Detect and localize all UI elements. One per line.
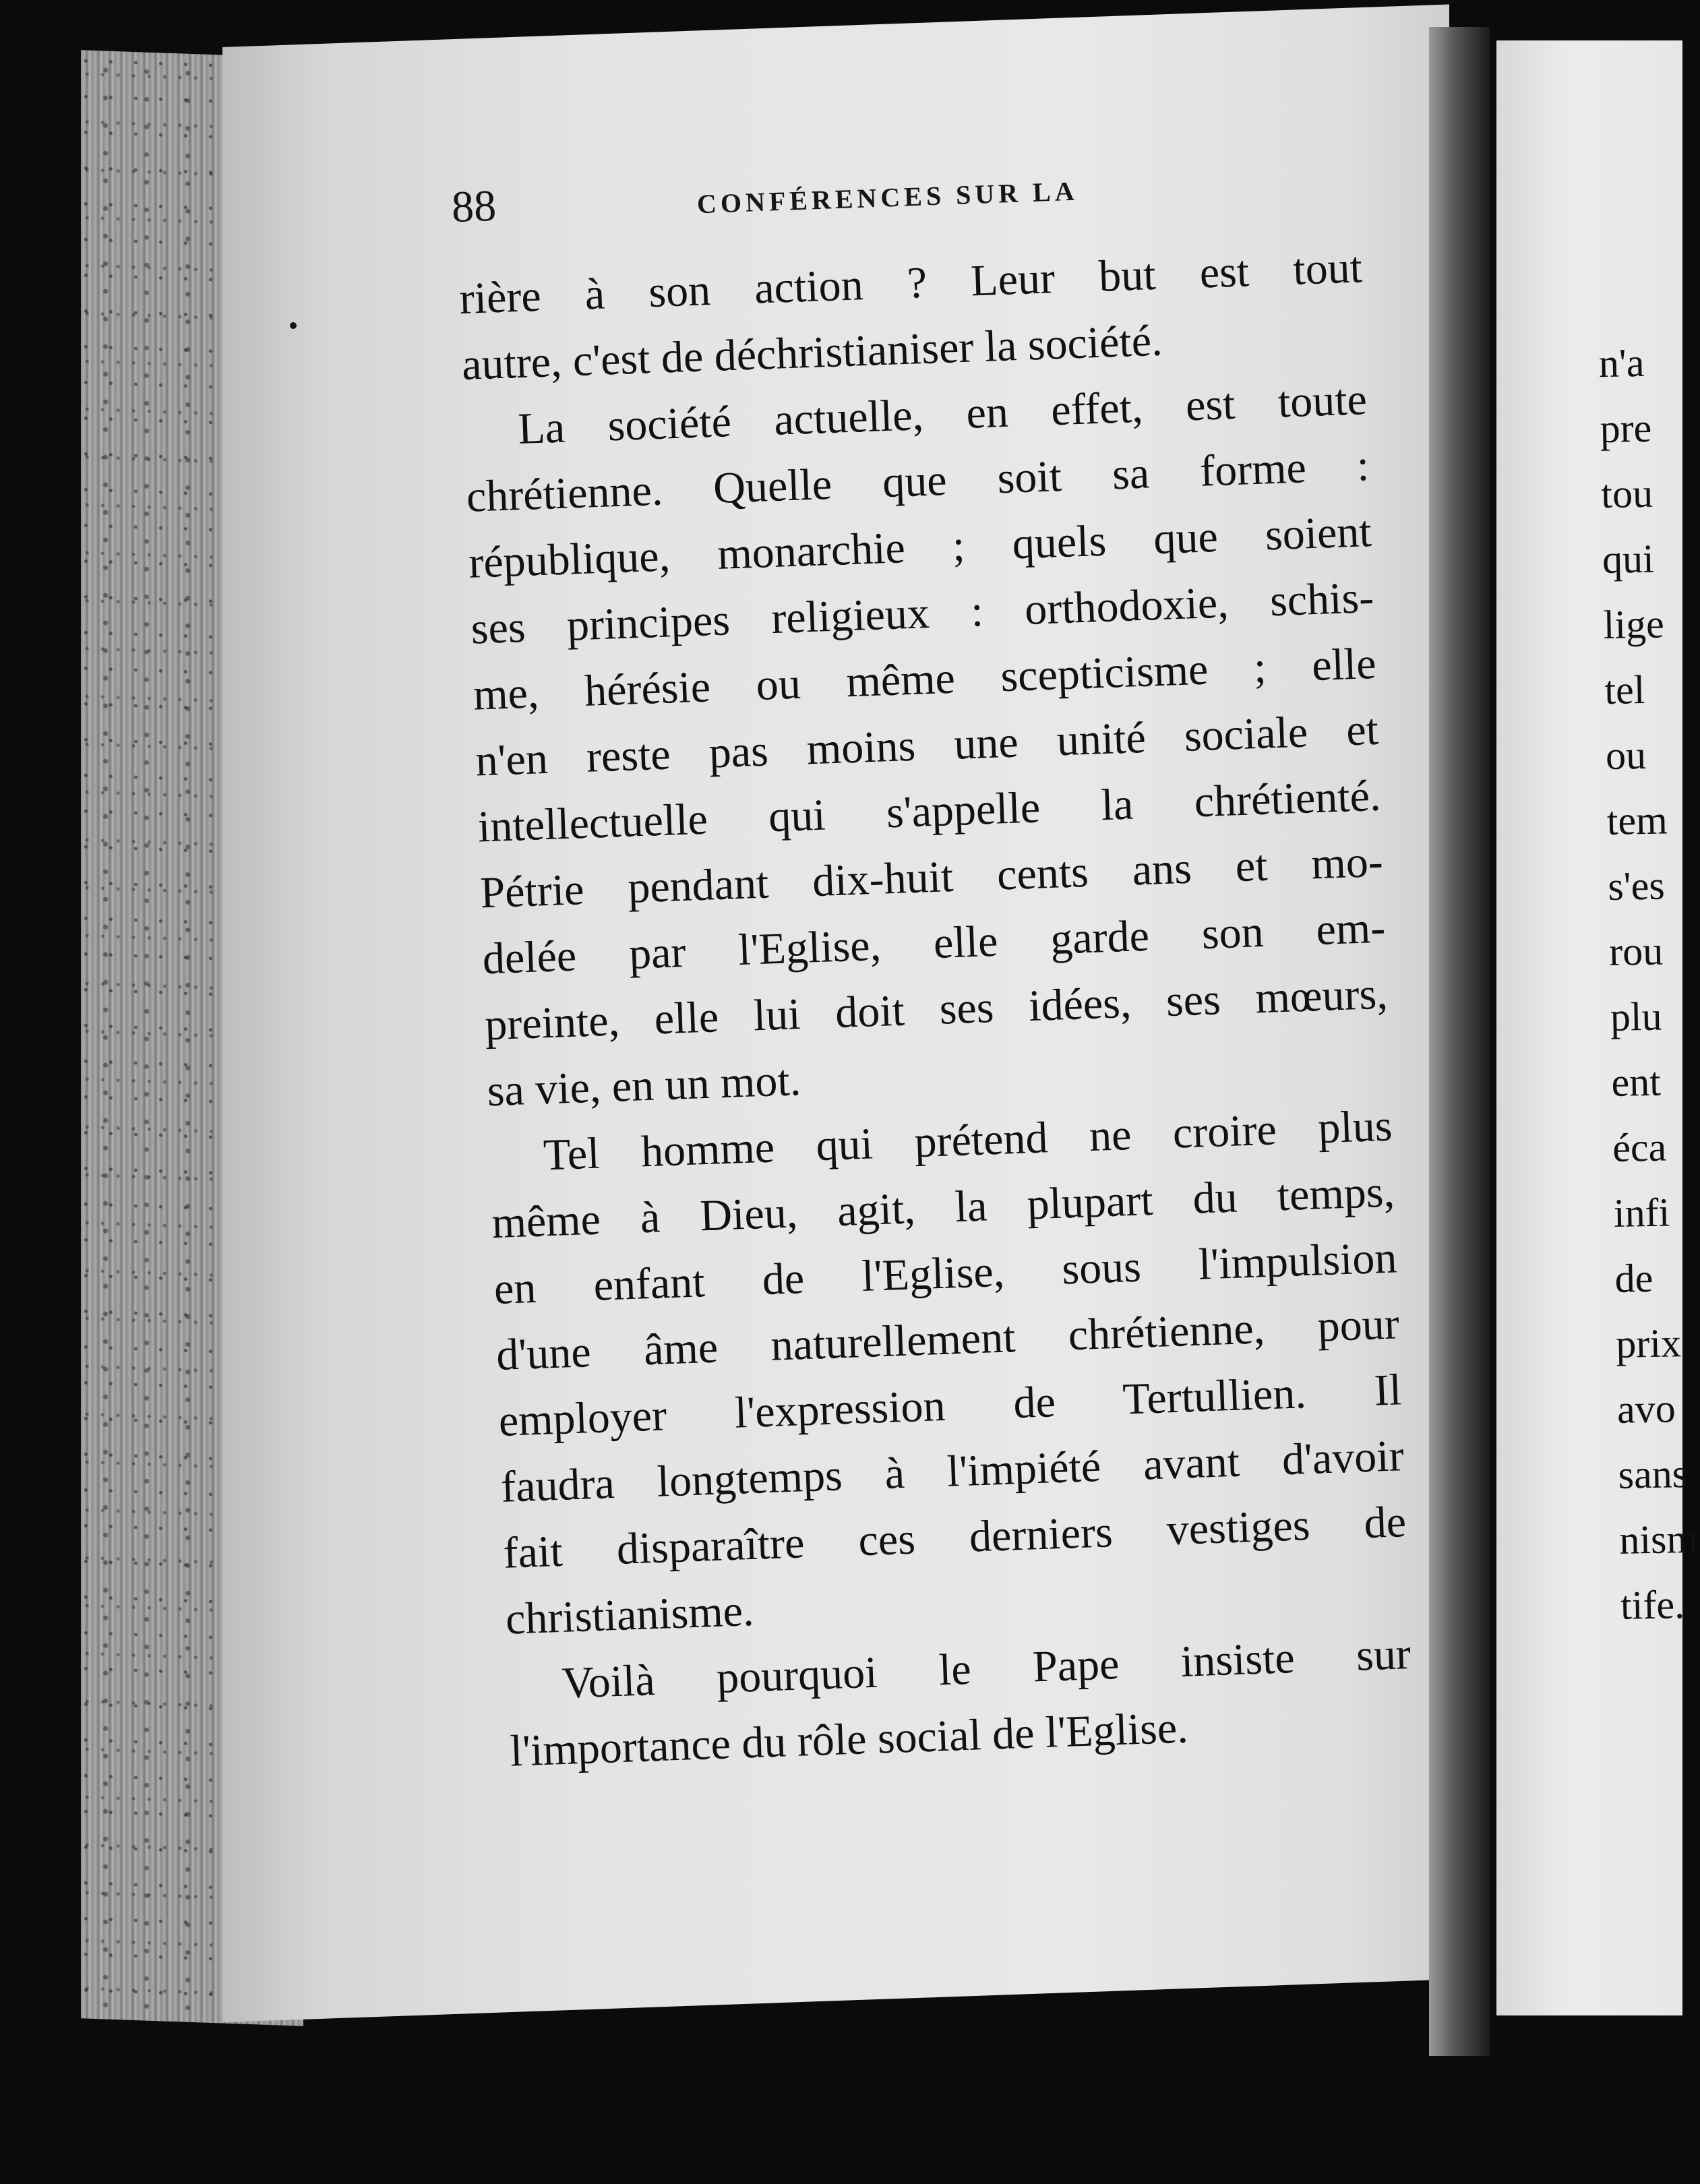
text-line: fait disparaître ces derniers vestiges de [502, 1497, 1407, 1578]
text-line: d'une âme naturellement chrétienne, pour [495, 1299, 1400, 1380]
facing-fragment: tou [1600, 471, 1653, 517]
text-line: Pétrie pendant dix-huit cents ans et mo- [479, 837, 1384, 918]
text-line: république, monarchie ; quels que soient [468, 506, 1372, 588]
page-number: 88 [450, 181, 497, 232]
facing-fragment: ou [1605, 732, 1647, 778]
facing-fragment: infi [1613, 1190, 1670, 1236]
facing-fragment: pre [1600, 405, 1652, 452]
facing-fragment: sans [1618, 1451, 1689, 1497]
facing-fragment: n'a [1598, 340, 1645, 386]
text-line: sa vie, en un mot. [486, 1056, 802, 1116]
facing-fragment: tel [1604, 667, 1645, 713]
text-line: l'importance du rôle social de l'Eglise. [509, 1703, 1189, 1776]
text-line: Tel homme qui prétend ne croire plus [542, 1101, 1393, 1180]
facing-fragment: éca [1612, 1124, 1667, 1170]
text-line: en enfant de l'Eglise, sous l'impulsion [493, 1233, 1398, 1314]
text-line: intellectuelle qui s'appelle la chrétienté. [477, 770, 1382, 852]
facing-fragment: lige [1603, 601, 1665, 648]
text-line: La société actuelle, en effet, est toute [517, 375, 1368, 454]
text-line: ses principes religieux : orthodoxie, schis- [470, 572, 1375, 654]
text-line: preinte, elle lui doit ses idées, ses mœurs, [484, 969, 1389, 1050]
facing-fragment: prix [1615, 1321, 1682, 1366]
facing-fragment: tem [1606, 797, 1668, 843]
running-title: CONFÉRENCES SUR LA [696, 175, 1079, 220]
facing-fragment: tife. [1620, 1582, 1685, 1628]
facing-fragment: qui [1602, 536, 1655, 582]
text-line: chrétienne. Quelle que soit sa forme : [465, 441, 1370, 522]
text-line: christianisme. [504, 1585, 755, 1644]
text-line: n'en reste pas moins une unité sociale et [475, 704, 1380, 786]
text-line: autre, c'est de déchristianiser la société. [460, 315, 1163, 390]
text-line: même à Dieu, agit, la plupart du temps, [491, 1167, 1396, 1248]
text-line: Voilà pourquoi le Pape insiste sur [561, 1629, 1411, 1708]
book-gutter [1429, 27, 1490, 2056]
body-text [458, 235, 1414, 1784]
ink-speck [290, 322, 297, 329]
text-line: employer l'expression de Tertullien. Il [497, 1365, 1403, 1446]
facing-fragment: avo [1616, 1386, 1676, 1432]
facing-fragment: s'es [1607, 863, 1666, 909]
facing-fragment: nism [1618, 1516, 1699, 1563]
facing-fragment: de [1614, 1255, 1653, 1301]
text-line: rière à son action ? Leur but est tout [458, 243, 1364, 324]
text-line: delée par l'Eglise, elle garde son em- [481, 903, 1387, 984]
text-line: me, hérésie ou même scepticisme ; elle [472, 638, 1377, 720]
text-line: faudra longtemps à l'impiété avant d'avoir [499, 1431, 1405, 1512]
facing-fragment: plu [1610, 994, 1663, 1039]
facing-fragment: rou [1608, 928, 1664, 974]
facing-fragment: ent [1610, 1059, 1662, 1105]
